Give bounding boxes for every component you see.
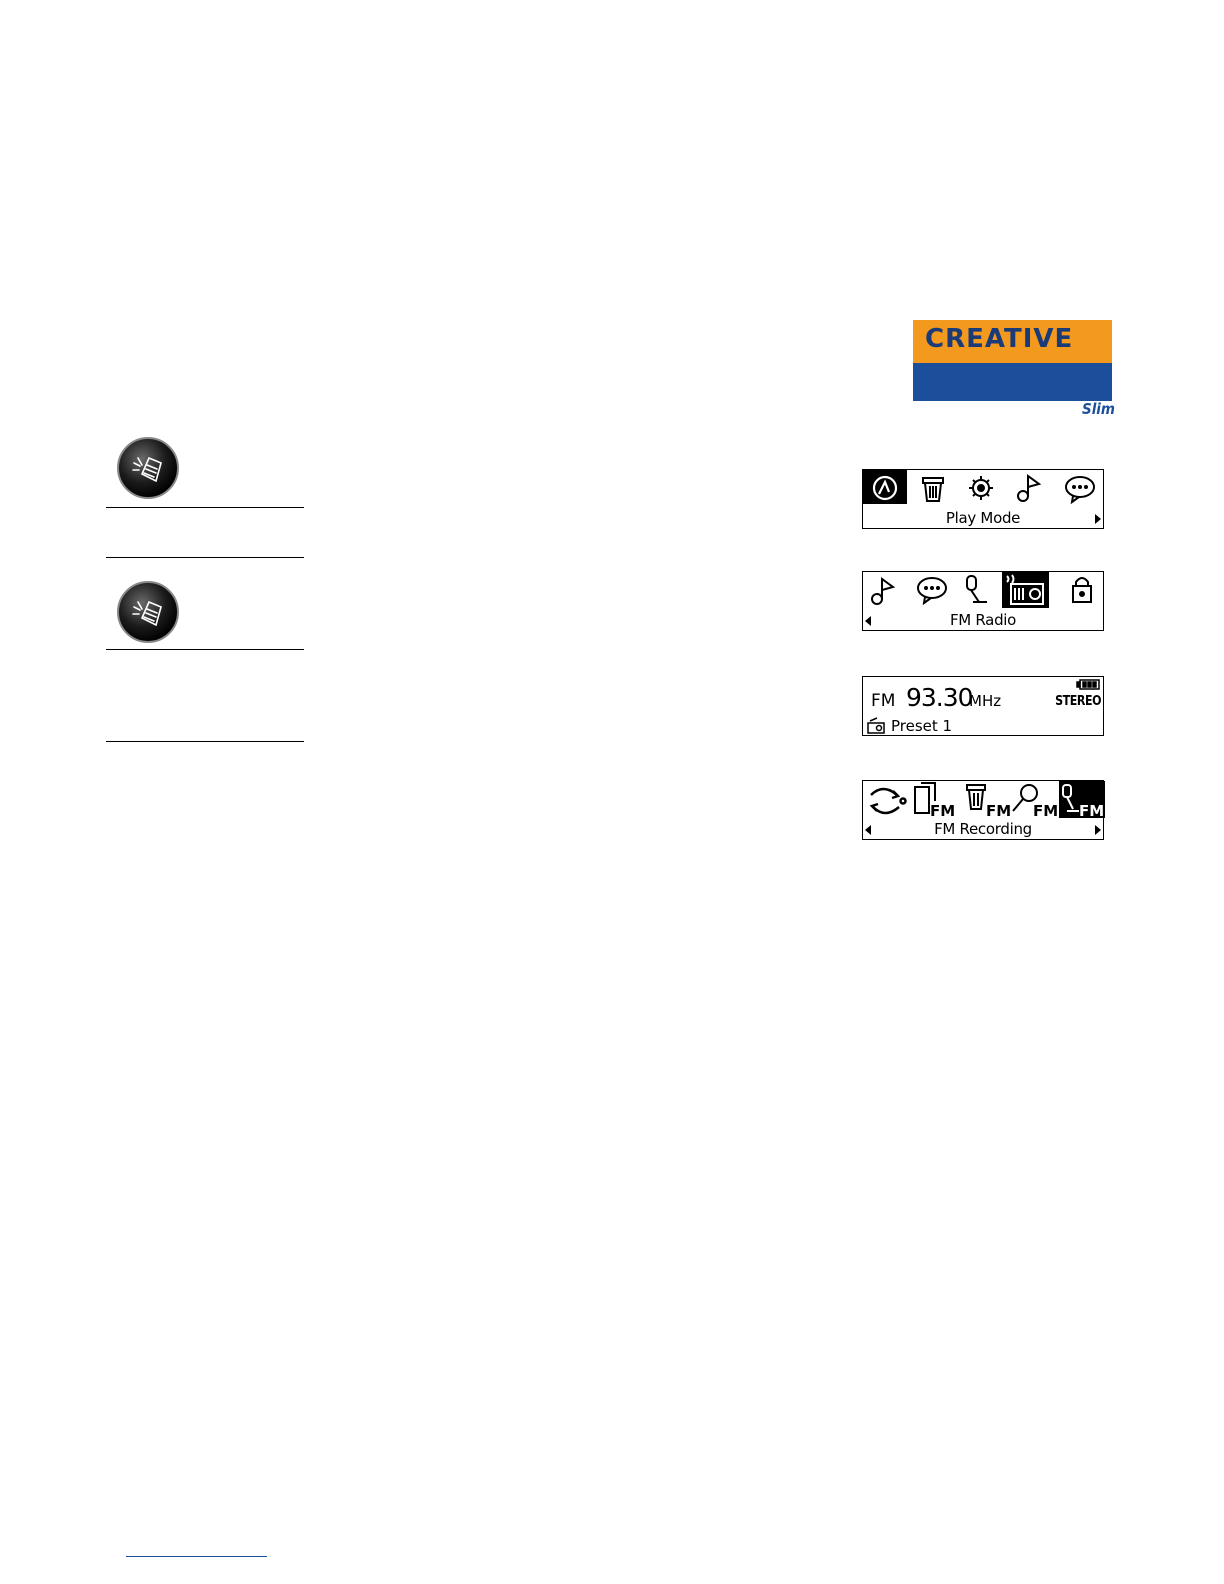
microphone-icon xyxy=(967,576,987,602)
divider-rule xyxy=(106,557,304,558)
fm-delete-icon xyxy=(967,785,985,809)
speech-bubble-icon xyxy=(1066,477,1094,502)
frequency-readout: 93.30 xyxy=(906,683,973,712)
scroll-right-arrow-icon xyxy=(1095,514,1101,524)
note-icon xyxy=(116,580,180,648)
note-icon xyxy=(116,436,180,504)
speech-bubble-icon xyxy=(918,578,946,603)
lcd-fm-radio xyxy=(862,571,1104,631)
lcd-caption: FM Recording xyxy=(934,820,1032,838)
logo-variant-text: Slim xyxy=(1081,400,1115,418)
music-note-icon xyxy=(1018,476,1039,501)
scroll-right-arrow-icon xyxy=(1095,825,1101,835)
scroll-left-arrow-icon xyxy=(865,825,871,835)
footer-link-underline[interactable] xyxy=(126,1556,267,1557)
trash-icon xyxy=(923,478,943,501)
logo-top-band xyxy=(913,320,1112,363)
divider-rule xyxy=(106,741,304,742)
divider-rule xyxy=(106,649,304,650)
radio-preset-icon xyxy=(868,718,884,733)
music-note-icon xyxy=(872,579,893,604)
scroll-left-arrow-icon xyxy=(865,616,871,626)
fm-icon-label: FM xyxy=(1079,802,1105,820)
lcd-caption: FM Radio xyxy=(949,611,1017,629)
preset-label: Preset 1 xyxy=(891,717,953,735)
band-label: FM xyxy=(871,691,896,711)
lcd-play-mode xyxy=(862,469,1104,529)
lcd-fm-tuner xyxy=(862,676,1104,736)
divider-rule xyxy=(106,507,304,508)
brand-logo xyxy=(913,320,1115,441)
logo-brand-text: CREATIVE xyxy=(925,324,1074,354)
stereo-indicator: STEREO xyxy=(1055,694,1101,709)
fm-icon-label: FM xyxy=(930,802,956,820)
battery-icon xyxy=(1077,680,1099,689)
lcd-fm-recording xyxy=(862,780,1104,840)
logo-model-text: MuVo xyxy=(947,408,1039,441)
fm-icon-label: FM xyxy=(1033,802,1059,820)
fm-icon-label: FM xyxy=(986,802,1012,820)
sync-icon xyxy=(871,789,906,813)
frequency-unit: MHz xyxy=(969,692,1002,710)
settings-gear-icon xyxy=(969,476,993,500)
lock-icon xyxy=(1073,578,1091,602)
lcd-caption: Play Mode xyxy=(945,509,1021,527)
